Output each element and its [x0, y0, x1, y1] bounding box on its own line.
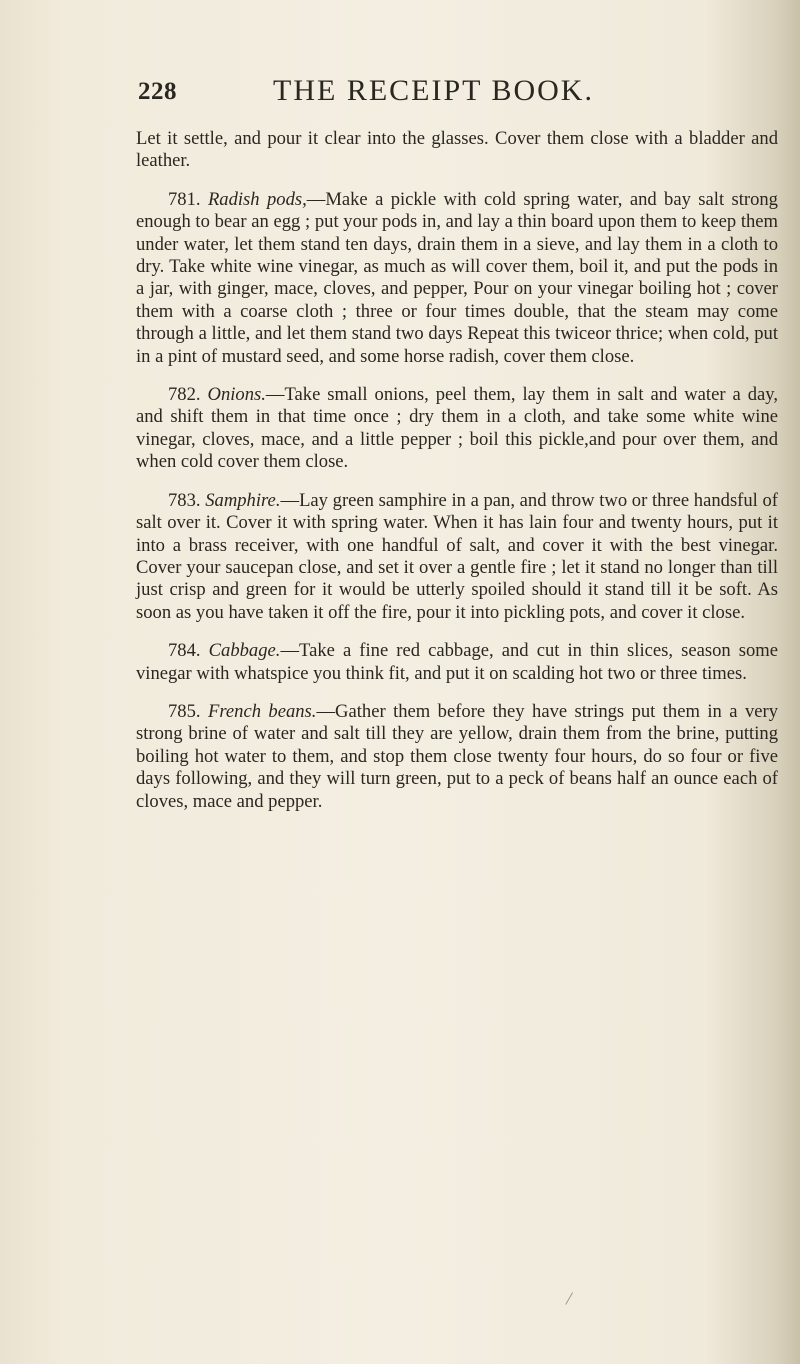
recipe-785: [136, 701, 778, 813]
page-body: [136, 128, 778, 813]
intro-paragraph: Let it settle, and pour it clear into the glasses. Cover them close with a bladder and leather.: [136, 128, 778, 172]
recipe-title: Radish pods,: [207, 188, 307, 210]
recipe-number: 781.: [168, 188, 201, 210]
recipe-text: —Take a fine red cabbage, and cut in thin slices, season some vinegar with whatspice you think fit, and put it on scalding hot two or three times.: [136, 640, 778, 684]
page-header: [138, 74, 738, 118]
recipe-text: —Make a pickle with cold spring water, and bay salt strong enough to bear an egg ; put your pods in, and lay a thin board upon them to keep them under water, let them stand ten days, drain them in a sieve, and lay them in a cloth to dry. Take white wine vinegar, as much as will cover them, boil it, and put the pods in a jar, with ginger, mace, cloves, and pepper, Pour on your vinegar boiling hot ; cover them with a coarse cloth ; three or four times double, that the steam may come through a little, and let them stand two days Repeat this twiceor thrice; when cold, put in a pint of mustard seed, and some horse radish, cover them close.: [136, 188, 778, 367]
running-title: THE RECEIPT BOOK.: [273, 74, 594, 107]
stray-pen-mark: [565, 1292, 582, 1310]
page-number: 228: [138, 78, 177, 105]
recipe-782: [136, 384, 778, 474]
recipe-text: —Take small onions, peel them, lay them in salt and water a day, and shift them in that time once ; dry them in a cloth, and take some white wine vinegar, cloves, mace, and a little pepper ; boil this pickle,and pour over them, and when cold cover them close.: [136, 384, 778, 473]
recipe-783: [136, 490, 778, 624]
recipe-number: 784.: [168, 640, 201, 662]
recipe-number: 782.: [168, 384, 201, 406]
recipe-text: —Gather them before they have strings put them in a very strong brine of water and salt till they are yellow, drain them from the brine, putting boiling hot water to them, and stop them close twenty four hours, do so four or five days following, and they will turn green, put to a peck of beans half an ounce each of cloves, mace and pepper.: [136, 700, 778, 812]
recipe-784: [136, 640, 778, 685]
recipe-title: Onions.: [207, 384, 266, 406]
recipe-title: Samphire.: [205, 489, 281, 511]
recipe-title: Cabbage.: [208, 640, 281, 662]
recipe-781: [136, 189, 778, 368]
recipe-number: 785.: [168, 700, 201, 722]
recipe-number: 783.: [168, 489, 201, 511]
recipe-text: —Lay green samphire in a pan, and throw two or three handsful of salt over it. Cover it with spring water. When it has lain four and twenty hours, put it into a brass receiver, with one handful of salt, and cover it with the best vinegar. Cover your saucepan close, and set it over a gentle fire ; let it stand no longer than till just crisp and green for it would be utterly spoiled should it stand till it be soft. As soon as you have taken it off the fire, pour it into pickling pots, and cover it close.: [136, 489, 779, 623]
recipe-title: French beans.: [207, 700, 317, 722]
